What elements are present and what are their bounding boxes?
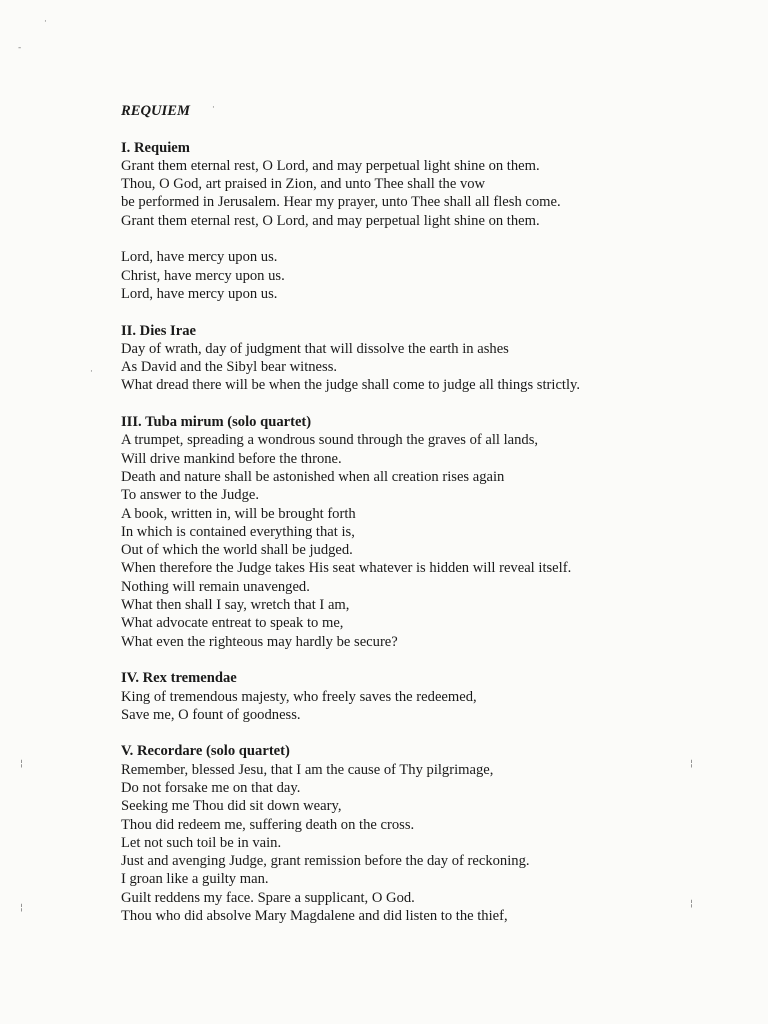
scan-speck: - <box>18 43 22 53</box>
text-line: What even the righteous may hardly be secure? <box>121 633 398 650</box>
text-line: Nothing will remain unavenged. <box>121 578 310 595</box>
scan-speck: · <box>44 17 47 27</box>
text-line: When therefore the Judge takes His seat whatever is hidden will reveal itself. <box>121 560 572 577</box>
text-line: In which is contained everything that is, <box>121 523 355 540</box>
stanza <box>121 248 741 303</box>
text-line: Out of which the world shall be judged. <box>121 542 353 559</box>
text-line: Remember, blessed Jesu, that I am the cause of Thy pilgrimage, <box>121 761 494 778</box>
text-line: Seeking me Thou did sit down weary, <box>121 798 342 815</box>
text-line: Thou, O God, art praised in Zion, and unto Thee shall the vow <box>121 176 486 193</box>
scan-speck: ¦ <box>690 899 694 909</box>
text-line: King of tremendous majesty, who freely saves the redeemed, <box>121 688 477 705</box>
text-line: Do not forsake me on that day. <box>121 779 301 796</box>
text-line: Day of wrath, day of judgment that will dissolve the earth in ashes <box>121 340 509 357</box>
text-line: A trumpet, spreading a wondrous sound through the graves of all lands, <box>121 432 539 449</box>
text-line: Let not such toil be in vain. <box>121 834 282 851</box>
document-body <box>121 102 741 925</box>
scan-speck: ¦ <box>690 759 694 769</box>
text-line: What dread there will be when the judge shall come to judge all things strictly. <box>121 377 581 394</box>
text-line: Save me, O fount of goodness. <box>121 706 301 723</box>
scan-speck: ¦ <box>20 759 24 769</box>
text-line: Lord, have mercy upon us. <box>121 285 278 302</box>
section <box>121 322 741 395</box>
text-line: As David and the Sibyl bear witness. <box>121 359 338 376</box>
section <box>121 742 741 925</box>
text-line: Just and avenging Judge, grant remission before the day of reckoning. <box>121 853 530 870</box>
sections-container <box>121 139 741 926</box>
section-heading: I. Requiem <box>121 139 190 156</box>
text-line: Thou did redeem me, suffering death on the cross. <box>121 816 415 833</box>
document-title: REQUIEM <box>121 103 190 119</box>
section <box>121 139 741 304</box>
text-line: Death and nature shall be astonished when all creation rises again <box>121 468 505 485</box>
text-line: What advocate entreat to speak to me, <box>121 615 344 632</box>
text-line: Thou who did absolve Mary Magdalene and did listen to the thief, <box>121 908 508 925</box>
scan-speck: ¦ <box>20 903 24 913</box>
text-line: Grant them eternal rest, O Lord, and may perpetual light shine on them. <box>121 212 540 229</box>
text-line: Lord, have mercy upon us. <box>121 249 278 266</box>
stanza <box>121 157 741 230</box>
stanza <box>121 761 741 926</box>
section <box>121 669 741 724</box>
section <box>121 413 741 651</box>
scan-speck: · <box>90 367 93 377</box>
stanza <box>121 688 741 725</box>
text-line: A book, written in, will be brought forth <box>121 505 356 522</box>
stanza <box>121 340 741 395</box>
text-line: be performed in Jerusalem. Hear my prayer, unto Thee shall all flesh come. <box>121 194 561 211</box>
section-heading: V. Recordare (solo quartet) <box>121 743 290 760</box>
text-line: Guilt reddens my face. Spare a supplicant, O God. <box>121 889 415 906</box>
text-line: Will drive mankind before the throne. <box>121 450 342 467</box>
scan-speck: · <box>212 103 215 113</box>
section-heading: III. Tuba mirum (solo quartet) <box>121 414 312 431</box>
section-heading: II. Dies Irae <box>121 322 196 339</box>
text-line: Christ, have mercy upon us. <box>121 267 285 284</box>
text-line: Grant them eternal rest, O Lord, and may perpetual light shine on them. <box>121 157 540 174</box>
section-heading: IV. Rex tremendae <box>121 670 237 687</box>
text-line: To answer to the Judge. <box>121 487 259 504</box>
text-line: What then shall I say, wretch that I am, <box>121 597 350 614</box>
text-line: I groan like a guilty man. <box>121 871 269 888</box>
stanza <box>121 431 741 651</box>
